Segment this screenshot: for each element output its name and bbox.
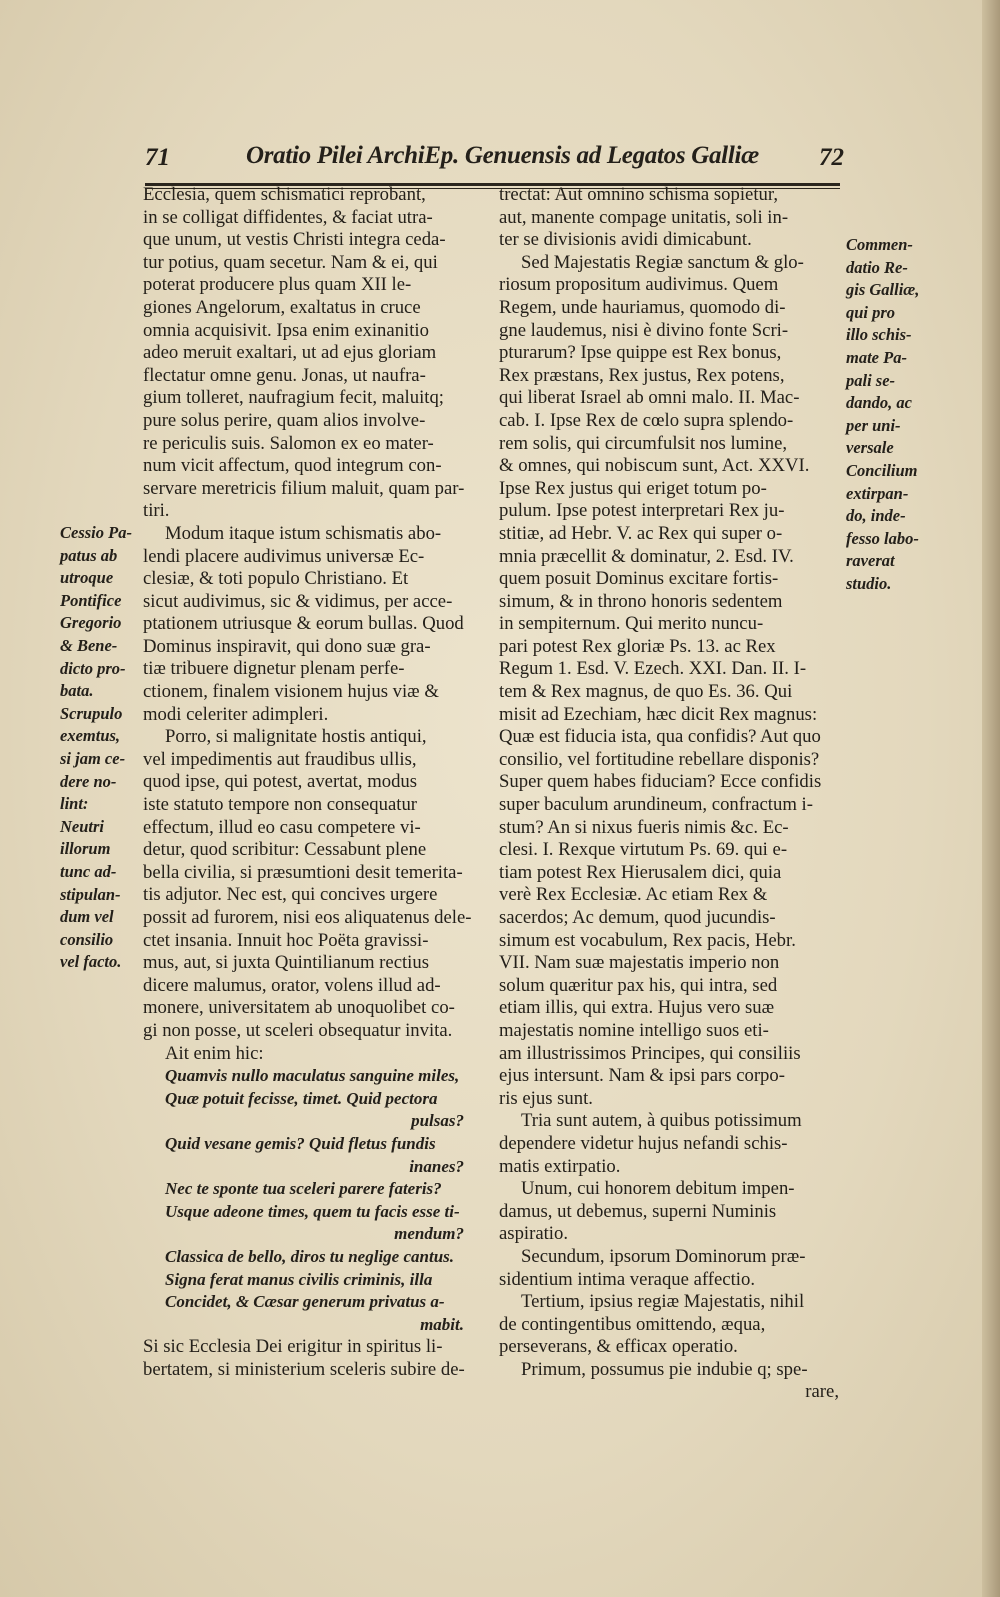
text-line: sacerdos; Ac demum, quod jucundis- — [499, 907, 776, 928]
text-line: aut, manente compage unitatis, soli in- — [499, 206, 789, 228]
text-line: Ait enim hic: — [165, 1042, 264, 1064]
text-line: possit ad furorem, nisi eos aliquatenus dele- — [143, 907, 472, 928]
text-line: VII. Nam suæ majestatis imperio non — [499, 952, 780, 974]
margin-note-line: exemtus, — [60, 726, 121, 746]
right-margin-notes — [846, 234, 966, 596]
text-line: Nec te sponte tua sceleri parere fateris? — [165, 1179, 442, 1199]
text-line: servare meretricis filium maluit, quam par- — [143, 477, 465, 499]
left-margin-notes — [60, 522, 145, 974]
margin-note-line: do, inde- — [846, 506, 906, 526]
text-line: sicut audivimus, sic & vidimus, per acce- — [143, 590, 453, 612]
text-line: inanes? — [409, 1156, 464, 1176]
text-line: tiæ tribuere dignetur plenam perfe- — [143, 658, 405, 680]
text-line: quod ipse, qui potest, avertat, modus — [143, 771, 418, 793]
text-line: lendi placere audivimus universæ Ec- — [143, 545, 425, 567]
text-line: Dominus inspiravit, qui dono suæ gra- — [143, 635, 431, 657]
margin-note-line: dum vel — [60, 907, 114, 927]
text-line: Sed Majestatis Regiæ sanctum & glo- — [521, 251, 804, 273]
text-line: sidentium intima veraque affectio. — [499, 1268, 756, 1290]
text-line: Si sic Ecclesia Dei erigitur in spiritus li- — [143, 1336, 443, 1358]
text-line: mendum? — [394, 1224, 464, 1244]
text-line: que unum, ut vestis Christi integra ceda- — [143, 229, 446, 251]
text-line: rem solis, qui circumfulsit nos lumine, — [499, 432, 788, 454]
text-line: poterat producere plus quam XII le- — [143, 274, 412, 296]
margin-note-line: Concilium — [846, 460, 918, 480]
text-line: trectat: Aut omnino schisma sopietur, — [499, 184, 778, 205]
text-line: Regum 1. Esd. V. Ezech. XXI. Dan. II. I- — [499, 658, 807, 680]
text-line: mnia præcellit & dominatur, 2. Esd. IV. — [499, 545, 794, 567]
text-line: tur potius, quam secetur. Nam & ei, qui — [143, 251, 438, 273]
text-line: ptationem utriusque & eorum bullas. Quod — [143, 613, 464, 635]
text-line: ris ejus sunt. — [499, 1087, 593, 1109]
text-line: flectatur omne genu. Jonas, ut naufra- — [143, 364, 426, 386]
text-line: Quæ est fiducia ista, qua confidis? Aut quo — [499, 726, 821, 748]
text-line: ctet insania. Innuit hoc Poëta gravissi- — [143, 929, 429, 951]
text-line: gi non posse, ut sceleri obsequatur invita. — [143, 1019, 453, 1041]
margin-note-line: studio. — [846, 573, 892, 593]
text-line: stum? An si nixus fueris nimis &c. Ec- — [499, 816, 789, 838]
text-line: in se colligat diffidentes, & faciat utra- — [143, 206, 433, 228]
text-line: dicere malumus, orator, volens illud ad- — [143, 974, 441, 996]
margin-note-line: patus ab — [60, 545, 118, 565]
text-line: pure solus perire, quam alios involve- — [143, 409, 426, 431]
margin-note-line: per uni- — [846, 415, 901, 435]
text-line: tiam potest Rex Hierusalem dici, quia — [499, 861, 782, 883]
text-line: quem posuit Dominus excitare fortis- — [499, 568, 779, 590]
text-line: Super quem habes fiduciam? Ecce confidis — [499, 771, 822, 793]
text-line: simum est vocabulum, Rex pacis, Hebr. — [499, 929, 796, 951]
text-line: riosum propositum audivimus. Quem — [499, 274, 779, 296]
text-line: num vicit affectum, quod integrum con- — [143, 455, 442, 477]
left-page-number: 71 — [145, 144, 170, 171]
text-line: perseverans, & efficax operatio. — [499, 1336, 738, 1358]
text-line: pulsas? — [411, 1111, 464, 1131]
margin-note-line: bata. — [60, 681, 94, 701]
margin-note-line: vel facto. — [60, 952, 122, 972]
margin-note-line: qui pro — [846, 302, 896, 322]
margin-note-line: fesso labo- — [846, 528, 919, 548]
text-line: ter se divisionis avidi dimicabunt. — [499, 229, 752, 251]
text-line: iste statuto tempore non consequatur — [143, 794, 418, 816]
text-line: de contingentibus omittendo, æqua, — [499, 1313, 766, 1335]
right-text-column — [499, 184, 839, 1404]
text-line: matis extirpatio. — [499, 1155, 621, 1177]
margin-note-line: gis Galliæ, — [846, 280, 920, 300]
text-line: super baculum arundineum, confractum i- — [499, 794, 813, 816]
text-line: majestatis nomine intelligo suos eti- — [499, 1019, 769, 1041]
margin-note-line: & Bene- — [60, 635, 118, 655]
text-line: Signa ferat manus civilis criminis, illa — [165, 1269, 433, 1289]
margin-note-line: pali se- — [846, 370, 896, 390]
text-line: bella civilia, si præsumtioni desit temerita- — [143, 861, 463, 883]
text-line: Quamvis nullo maculatus sanguine miles, — [165, 1066, 460, 1086]
margin-note-line: lint: — [60, 794, 89, 814]
margin-note-line: Pontifice — [60, 590, 122, 610]
text-line: Quæ potuit fecisse, timet. Quid pectora — [165, 1088, 438, 1108]
text-line: Ecclesia, quem schismatici reprobant, — [143, 184, 426, 205]
left-text-column — [143, 184, 478, 1381]
text-line: tiri. — [143, 500, 170, 522]
text-line: simum, & in throno honoris sedentem — [499, 590, 783, 612]
text-line: gium tolleret, naufragium fecit, maluitq; — [143, 387, 444, 409]
text-line: Modum itaque istum schismatis abo- — [165, 522, 442, 544]
text-line: vel impedimentis aut fraudibus ullis, — [143, 748, 417, 770]
text-line: damus, ut debemus, superni Numinis — [499, 1200, 777, 1222]
margin-note-line: si jam ce- — [60, 748, 126, 768]
text-line: verè Rex Ecclesiæ. Ac etiam Rex & — [499, 884, 768, 906]
running-head — [140, 140, 844, 180]
margin-note-line: datio Re- — [846, 257, 908, 277]
margin-note-line: Neutri — [60, 816, 105, 836]
text-line: effectum, illud eo casu competere vi- — [143, 816, 421, 838]
text-line: Unum, cui honorem debitum impen- — [521, 1178, 795, 1200]
margin-note-line: Gregorio — [60, 613, 122, 633]
text-line: Primum, possumus pie indubie q; spe- — [521, 1358, 808, 1380]
text-line: mus, aut, si juxta Quintilianum rectius — [143, 952, 429, 974]
margin-note-line: dicto pro- — [60, 658, 126, 678]
text-line: giones Angelorum, exaltatus in cruce — [143, 296, 421, 318]
text-line: gne laudemus, nisi è divino fonte Scri- — [499, 319, 789, 341]
text-line: Concidet, & Cæsar generum privatus a- — [165, 1292, 445, 1312]
text-line: pulum. Ipse potest interpretari Rex ju- — [499, 500, 785, 522]
text-line: tem & Rex magnus, de quo Es. 36. Qui — [499, 681, 793, 703]
text-line: clesi. I. Rexque virtutum Ps. 69. qui e- — [499, 839, 788, 861]
text-line: Quid vesane gemis? Quid fletus fundis — [165, 1133, 436, 1153]
text-line: solum quæritur pax his, qui intra, sed — [499, 974, 778, 996]
text-line: qui liberat Israel ab omni malo. II. Mac- — [499, 387, 800, 409]
margin-note-line: versale — [846, 438, 894, 458]
text-line: bertatem, si ministerium sceleris subire de- — [143, 1358, 465, 1380]
text-line: re periculis suis. Salomon ex eo mater- — [143, 432, 434, 454]
margin-note-line: illorum — [60, 839, 111, 859]
text-line: monere, universitatem ab unoquolibet co- — [143, 997, 455, 1019]
text-line: omnia acquisivit. Ipsa enim exinanitio — [143, 319, 429, 341]
text-line: detur, quod scribitur: Cessabunt plene — [143, 839, 427, 861]
margin-note-line: extirpan- — [846, 483, 909, 503]
text-line: Porro, si malignitate hostis antiqui, — [165, 726, 427, 748]
text-line: ejus intersunt. Nam & ipsi pars corpo- — [499, 1065, 785, 1087]
text-line: cab. I. Ipse Rex de cœlo supra splendo- — [499, 409, 794, 431]
page-edge-shadow — [982, 0, 1000, 1597]
margin-note-line: Cessio Pa- — [60, 523, 132, 542]
margin-note-line: dando, ac — [846, 393, 912, 413]
text-line: Rex præstans, Rex justus, Rex potens, — [499, 364, 785, 386]
text-line: modi celeriter adimpleri. — [143, 703, 329, 725]
running-title: Oratio Pilei ArchiEp. Genuensis ad Legatos Galliæ — [246, 142, 759, 169]
text-line: rare, — [805, 1381, 839, 1403]
text-line: misit ad Ezechiam, hæc dicit Rex magnus: — [499, 703, 818, 725]
text-line: adeo meruit exaltari, ut ad ejus gloriam — [143, 342, 437, 364]
margin-note-line: stipulan- — [60, 884, 121, 904]
margin-note-line: mate Pa- — [846, 347, 907, 367]
margin-note-line: raverat — [846, 551, 895, 571]
text-line: clesiæ, & toti populo Christiano. Et — [143, 568, 409, 590]
text-line: Tria sunt autem, à quibus potissimum — [521, 1110, 802, 1132]
text-line: etiam illis, qui extra. Hujus vero suæ — [499, 997, 775, 1019]
text-line: Tertium, ipsius regiæ Majestatis, nihil — [521, 1291, 805, 1313]
text-line: aspiratio. — [499, 1223, 569, 1245]
text-line: tis adjutor. Nec est, qui concives urgere — [143, 884, 438, 906]
margin-note-line: tunc ad- — [60, 861, 117, 881]
right-page-number: 72 — [819, 144, 844, 171]
text-line: ctionem, finalem visionem hujus viæ & — [143, 681, 439, 703]
text-line: Ipse Rex justus qui eriget totum po- — [499, 477, 767, 499]
text-line: dependere videtur hujus nefandi schis- — [499, 1132, 788, 1154]
text-line: stitiæ, ad Hebr. V. ac Rex qui super o- — [499, 522, 783, 544]
text-line: & omnes, qui nobiscum sunt, Act. XXVI. — [499, 455, 810, 477]
margin-note-line: Commen- — [846, 235, 913, 254]
text-line: pari potest Rex gloriæ Ps. 13. ac Rex — [499, 635, 776, 657]
margin-note-line: illo schis- — [846, 325, 912, 345]
text-line: in sempiternum. Qui merito nuncu- — [499, 613, 764, 635]
text-line: Secundum, ipsorum Dominorum præ- — [521, 1245, 806, 1267]
text-line: Usque adeone times, quem tu facis esse ti- — [165, 1201, 460, 1221]
margin-note-line: utroque — [60, 568, 114, 588]
text-line: mabit. — [420, 1314, 464, 1334]
text-line: Regem, unde hauriamus, quomodo di- — [499, 296, 786, 318]
text-line: am illustrissimos Principes, qui consiliis — [499, 1042, 801, 1064]
margin-note-line: Scrupulo — [60, 703, 123, 723]
text-line: Classica de bello, diros tu neglige cantus. — [165, 1246, 455, 1266]
text-line: pturarum? Ipse quippe est Rex bonus, — [499, 342, 782, 364]
margin-note-line: consilio — [60, 929, 114, 949]
text-line: consilio, vel fortitudine rebellare disponis? — [499, 748, 820, 770]
margin-note-line: dere no- — [60, 771, 117, 791]
